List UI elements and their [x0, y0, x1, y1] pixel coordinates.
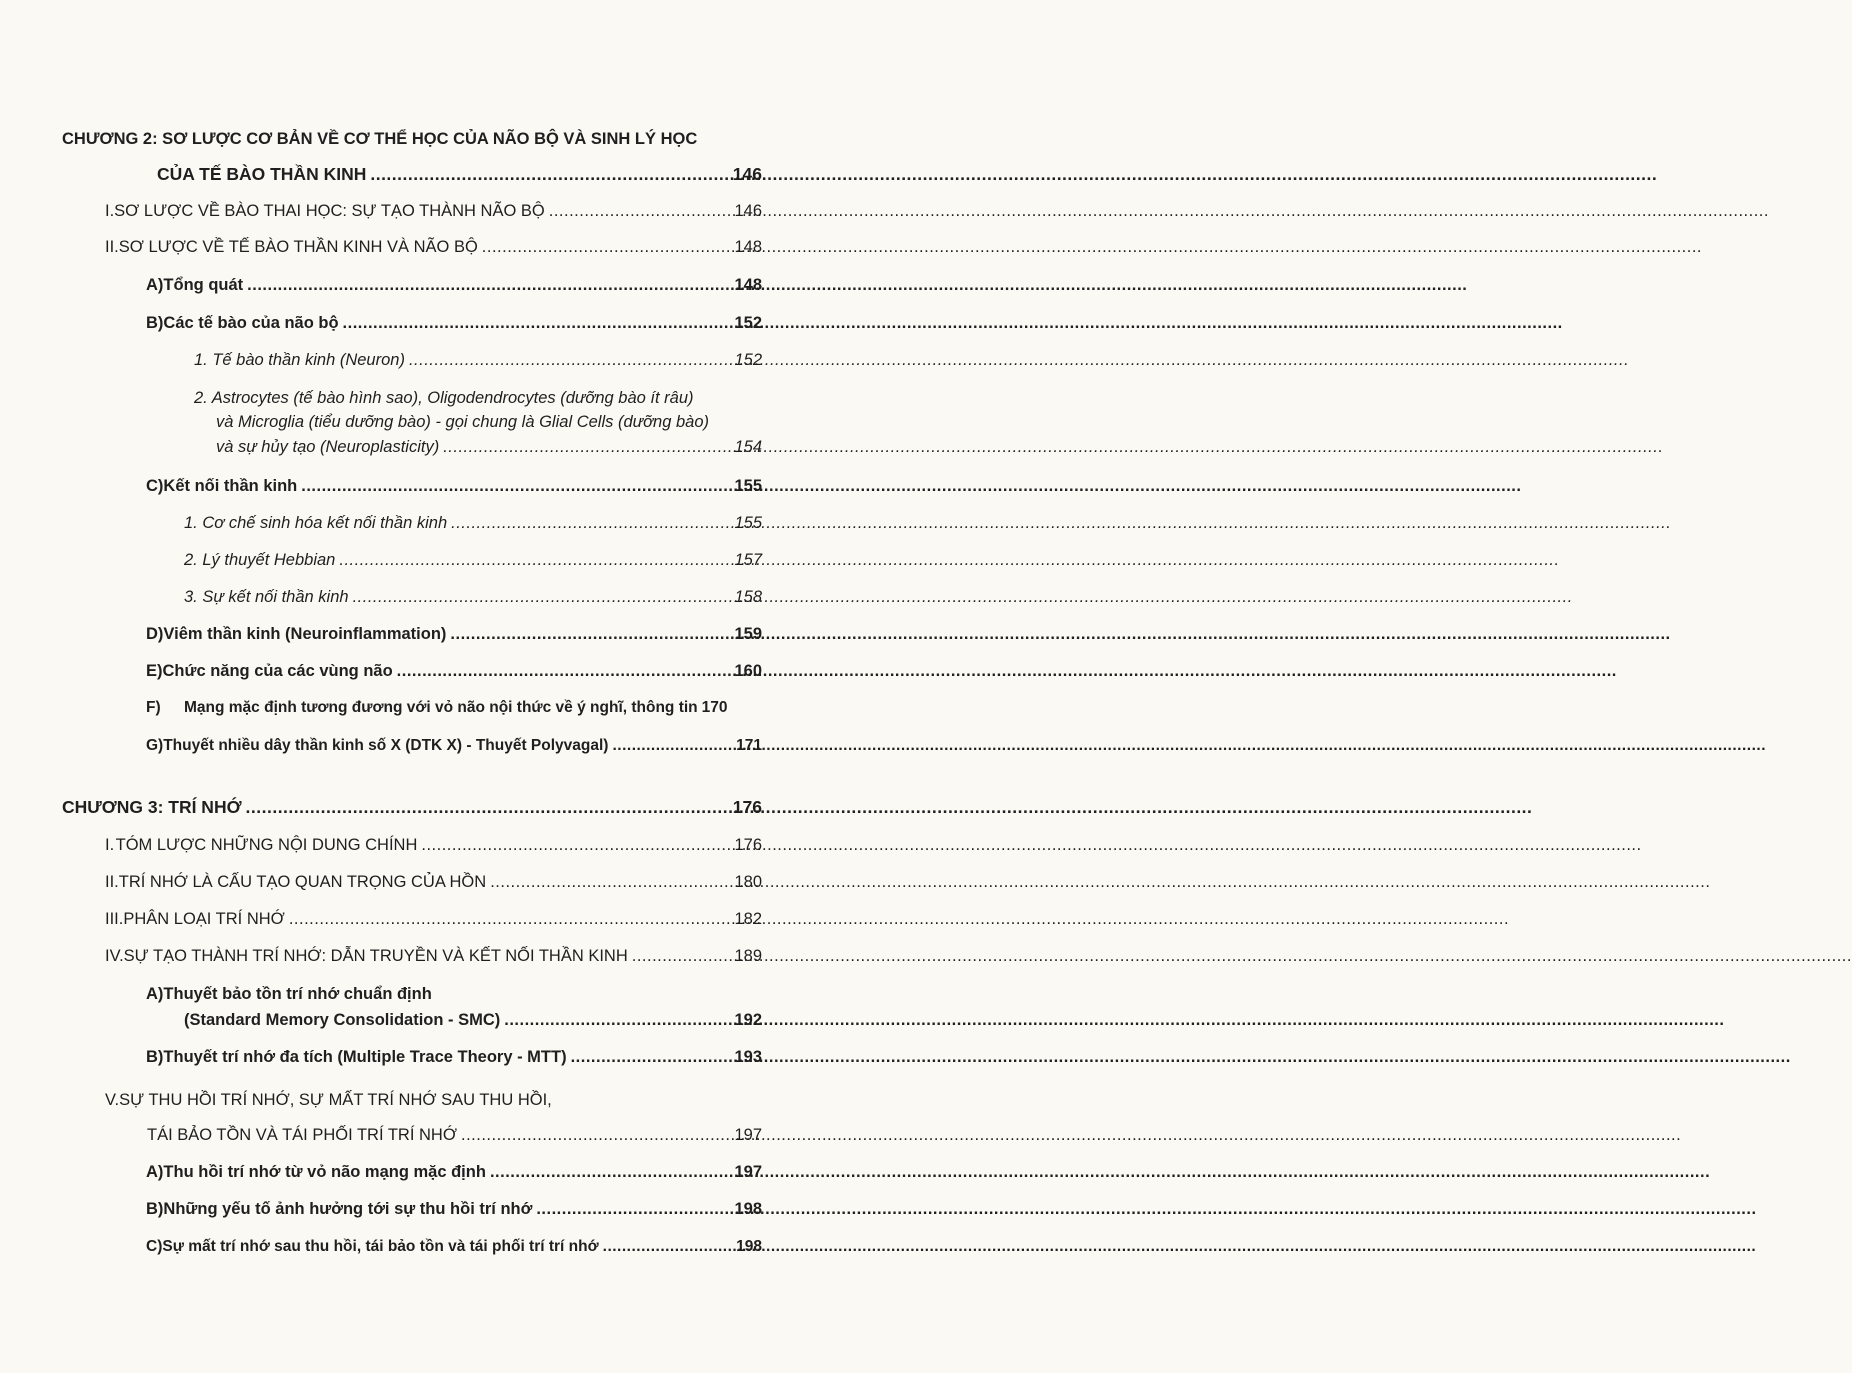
toc-entry-2-II-B[interactable]: B) Các tế bào của não bộ ..... 152: [146, 312, 762, 334]
toc-entry-3-V[interactable]: TÁI BẢO TỒN VÀ TÁI PHỐI TRÍ TRÍ NHỚ ..... 197: [147, 1124, 762, 1146]
toc-entry-2-II-C[interactable]: C) Kết nối thần kinh ..... 155: [146, 475, 762, 497]
chapter-3-title[interactable]: CHƯƠNG 3: TRÍ NHỚ ..... 176: [62, 796, 762, 818]
toc-entry-3-V-line1: V.SỰ THU HỒI TRÍ NHỚ, SỰ MẤT TRÍ NHỚ SAU THU HỒI,: [105, 1091, 552, 1109]
chapter-2-title-line2[interactable]: CỦA TẾ BÀO THẦN KINH ..... 146: [157, 163, 762, 185]
toc-entry-3-IV-A[interactable]: (Standard Memory Consolidation - SMC) ..... 192: [184, 1009, 762, 1031]
table-of-contents: [0, 0, 820, 1373]
toc-entry-2-II-B-1[interactable]: 1. Tế bào thần kinh (Neuron) ..... 152: [194, 349, 762, 371]
toc-entry-3-V-B[interactable]: B) Những yếu tố ảnh hưởng tới sự thu hồi trí nhớ ..... 198: [146, 1198, 762, 1220]
toc-entry-3-IV-A-line1: A)Thuyết bảo tồn trí nhớ chuẩn định: [146, 985, 432, 1003]
toc-entry-2-II-A[interactable]: A) Tổng quát ..... 148: [146, 274, 762, 296]
toc-entry-3-IV[interactable]: IV. SỰ TẠO THÀNH TRÍ NHỚ: DẪN TRUYỀN VÀ KẾT NỐI THẦN KINH ..... 189: [105, 945, 762, 967]
toc-entry-2-II-B-2-line1: 2. Astrocytes (tế bào hình sao), Oligodendrocytes (dưỡng bào ít râu): [194, 389, 694, 407]
toc-entry-3-IV-B[interactable]: B) Thuyết trí nhớ đa tích (Multiple Trace Theory - MTT) ..... 193: [146, 1046, 762, 1068]
toc-entry-2-I[interactable]: I. SƠ LƯỢC VỀ BÀO THAI HỌC: SỰ TẠO THÀNH NÃO BỘ ..... 146: [105, 200, 762, 222]
toc-entry-3-II[interactable]: II. TRÍ NHỚ LÀ CẤU TẠO QUAN TRỌNG CỦA HỒN ..... 180: [105, 871, 762, 893]
toc-entry-2-II-C-3[interactable]: 3. Sự kết nối thần kinh ..... 158: [184, 586, 762, 608]
chapter-2-title-line1: CHƯƠNG 2: SƠ LƯỢC CƠ BẢN VỀ CƠ THỂ HỌC CỦA NÃO BỘ VÀ SINH LÝ HỌC: [62, 130, 698, 148]
toc-entry-2-II-C-1[interactable]: 1. Cơ chế sinh hóa kết nối thần kinh ..... 155: [184, 512, 762, 534]
toc-entry-3-V-C[interactable]: C) Sự mất trí nhớ sau thu hồi, tái bảo tồn và tái phối trí trí nhớ ..... 198: [146, 1236, 762, 1258]
toc-entry-2-II[interactable]: II. SƠ LƯỢC VỀ TẾ BÀO THẦN KINH VÀ NÃO BỘ ..... 148: [105, 236, 762, 258]
toc-entry-3-V-A[interactable]: A) Thu hồi trí nhớ từ vỏ não mạng mặc định ..... 197: [146, 1161, 762, 1183]
toc-entry-2-II-B-2-line2: và Microglia (tiểu dưỡng bào) - gọi chung là Glial Cells (dưỡng bào): [216, 413, 710, 431]
toc-entry-3-III[interactable]: III. PHÂN LOẠI TRÍ NHỚ ..... 182: [105, 908, 762, 930]
toc-entry-3-I[interactable]: I. TÓM LƯỢC NHỮNG NỘI DUNG CHÍNH ..... 176: [105, 834, 762, 856]
toc-entry-2-II-B-2[interactable]: và sự hủy tạo (Neuroplasticity) ..... 154: [216, 436, 762, 458]
toc-entry-2-II-D[interactable]: D) Viêm thần kinh (Neuroinflammation) ..... 159: [146, 623, 762, 645]
toc-entry-2-II-C-2[interactable]: 2. Lý thuyết Hebbian ..... 157: [184, 549, 762, 571]
toc-entry-2-II-G[interactable]: G) Thuyết nhiều dây thần kinh số X (DTK X) - Thuyết Polyvagal) ..... 171: [146, 735, 762, 757]
toc-entry-2-II-F[interactable]: F) Mạng mặc định tương đương với vỏ não nội thức về ý nghĩ, thông tin 170: [146, 699, 728, 716]
toc-entry-2-II-E[interactable]: E) Chức năng của các vùng não ..... 160: [146, 660, 762, 682]
